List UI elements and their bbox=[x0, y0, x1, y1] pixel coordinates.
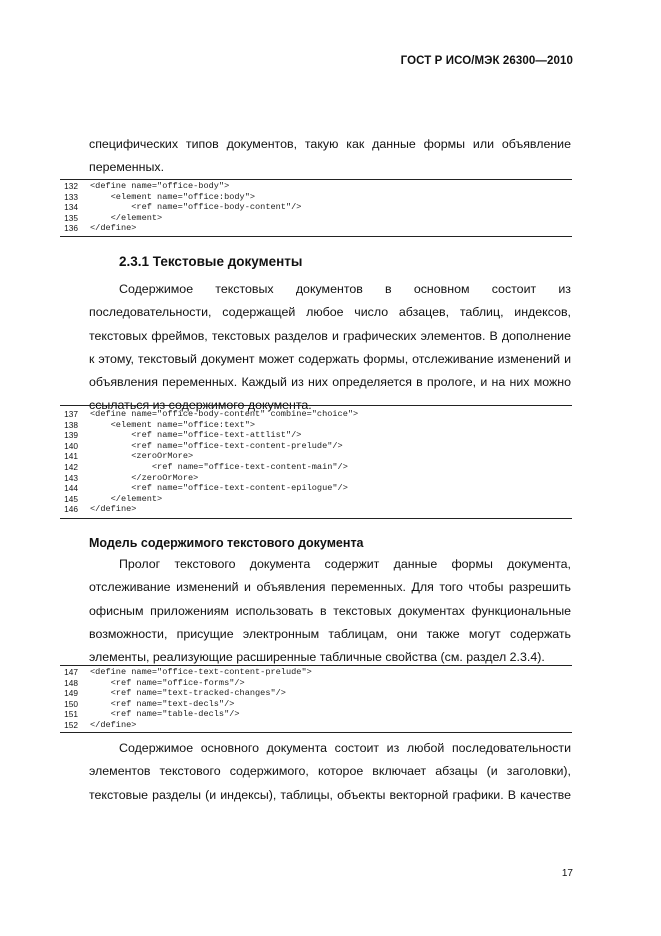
code-text: <ref name="office-body-content"/> bbox=[90, 202, 302, 213]
code-line bbox=[60, 504, 572, 515]
line-number: 141 bbox=[64, 451, 78, 462]
code-line bbox=[60, 699, 572, 710]
code-text: <element name="office:body"> bbox=[90, 191, 256, 202]
para-line: отслеживание изменений и объявления переменных. Для того чтобы разрешить bbox=[89, 580, 571, 595]
code-line bbox=[60, 688, 572, 699]
code-text: <ref name="text-decls"/> bbox=[90, 698, 235, 709]
code-text: <ref name="office-text-content-main"/> bbox=[90, 461, 348, 472]
para-line: возможности, присущие электронным таблицам, они также могут содержать bbox=[89, 626, 571, 641]
para-line bbox=[89, 737, 571, 760]
main-content-paragraph bbox=[89, 737, 571, 807]
para-line: объявления переменных. Каждый из них определяется в прологе, и на них можно bbox=[89, 375, 571, 390]
para-line-text: Содержимое текстовых документов в основном состоит из bbox=[119, 282, 571, 296]
para-line: офисным приложениям использовать в текстовых документах функциональные bbox=[89, 603, 571, 618]
line-number: 143 bbox=[64, 472, 78, 483]
code-text: </zeroOrMore> bbox=[90, 472, 199, 483]
code-block-137 bbox=[60, 405, 572, 519]
code-line bbox=[60, 223, 572, 234]
line-number: 146 bbox=[64, 504, 78, 515]
line-number: 144 bbox=[64, 483, 78, 494]
code-text: <ref name="text-tracked-changes"/> bbox=[90, 688, 286, 699]
line-number: 138 bbox=[64, 419, 78, 430]
code-text: </define> bbox=[90, 719, 137, 730]
code-text: </element> bbox=[90, 493, 163, 504]
code-line bbox=[60, 192, 572, 203]
line-number: 132 bbox=[64, 181, 78, 191]
code-line bbox=[60, 213, 572, 224]
para-line-text: Содержимое основного документа состоит из любой последовательности bbox=[119, 741, 571, 755]
line-number: 151 bbox=[64, 709, 78, 720]
line-number: 136 bbox=[64, 223, 78, 234]
code-text: <ref name="office-text-content-epilogue"/> bbox=[90, 483, 348, 494]
line-number: 147 bbox=[64, 667, 78, 677]
line-number: 135 bbox=[64, 212, 78, 223]
page-number: 17 bbox=[561, 868, 573, 879]
code-text: </define> bbox=[90, 223, 137, 234]
line-number: 140 bbox=[64, 440, 78, 451]
code-line bbox=[60, 494, 572, 505]
line-number: 149 bbox=[64, 688, 78, 699]
code-text: <ref name="office-text-content-prelude"/> bbox=[90, 440, 343, 451]
standard-header: ГОСТ Р ИСО/МЭК 26300—2010 bbox=[400, 55, 573, 67]
line-number: 145 bbox=[64, 493, 78, 504]
code-line bbox=[60, 409, 572, 420]
para-line bbox=[89, 278, 571, 301]
line-number: 152 bbox=[64, 719, 78, 730]
code-line bbox=[60, 667, 572, 678]
code-line bbox=[60, 441, 572, 452]
para-line: ссылаться из содержимого документа. bbox=[89, 398, 312, 413]
code-text: <zeroOrMore> bbox=[90, 451, 194, 462]
code-line bbox=[60, 420, 572, 431]
para-line: специфических типов документов, такую как данные формы или объявление bbox=[89, 137, 571, 151]
para-line bbox=[89, 553, 571, 576]
code-line bbox=[60, 678, 572, 689]
code-line bbox=[60, 430, 572, 441]
code-line bbox=[60, 202, 572, 213]
code-text: <define name="office-text-content-prelude"> bbox=[90, 667, 312, 677]
code-line bbox=[60, 462, 572, 473]
line-number: 134 bbox=[64, 202, 78, 213]
code-line bbox=[60, 473, 572, 484]
code-text: </element> bbox=[90, 212, 163, 223]
code-block-147 bbox=[60, 665, 572, 733]
line-number: 142 bbox=[64, 461, 78, 472]
text-documents-paragraph bbox=[89, 278, 571, 418]
line-number: 137 bbox=[64, 409, 78, 419]
section-heading-content-model: Модель содержимого текстового документа bbox=[89, 536, 364, 550]
code-line bbox=[60, 451, 572, 462]
prolog-paragraph bbox=[89, 553, 571, 669]
line-number: 148 bbox=[64, 677, 78, 688]
line-number: 133 bbox=[64, 191, 78, 202]
code-block-132 bbox=[60, 179, 572, 237]
code-line bbox=[60, 709, 572, 720]
para-line: элементов текстового содержимого, которое включает абзацы (и заголовки), bbox=[89, 764, 571, 779]
para-line: последовательности, содержащей любое число абзацев, таблиц, индексов, bbox=[89, 305, 571, 320]
para-line: текстовых фреймов, текстовых разделов и графических элементов. В дополнение bbox=[89, 328, 571, 343]
para-line-text: Пролог текстового документа содержит данные формы документа, bbox=[119, 557, 571, 571]
code-text: <define name="office-body"> bbox=[90, 181, 230, 191]
para-line: переменных. bbox=[89, 160, 165, 175]
code-line bbox=[60, 720, 572, 731]
line-number: 139 bbox=[64, 430, 78, 441]
code-text: <ref name="office-text-attlist"/> bbox=[90, 430, 302, 441]
code-line bbox=[60, 181, 572, 192]
intro-paragraph bbox=[89, 133, 571, 180]
code-line bbox=[60, 483, 572, 494]
para-line: элементы, реализующие расширенные табличные свойства (см. раздел 2.3.4). bbox=[89, 650, 545, 665]
code-text: <element name="office:text"> bbox=[90, 419, 256, 430]
code-text: <define name="office-body-content" combine="choice"> bbox=[90, 409, 359, 419]
para-line: к этому, текстовый документ может содержать формы, отслеживание изменений и bbox=[89, 351, 571, 366]
section-heading-2-3-1: 2.3.1 Текстовые документы bbox=[119, 254, 303, 269]
para-line: текстовые разделы (и индексы), таблицы, объекты векторной графики. В качестве bbox=[89, 787, 571, 802]
code-text: </define> bbox=[90, 504, 137, 515]
code-text: <ref name="table-decls"/> bbox=[90, 709, 240, 720]
code-text: <ref name="office-forms"/> bbox=[90, 677, 245, 688]
line-number: 150 bbox=[64, 698, 78, 709]
